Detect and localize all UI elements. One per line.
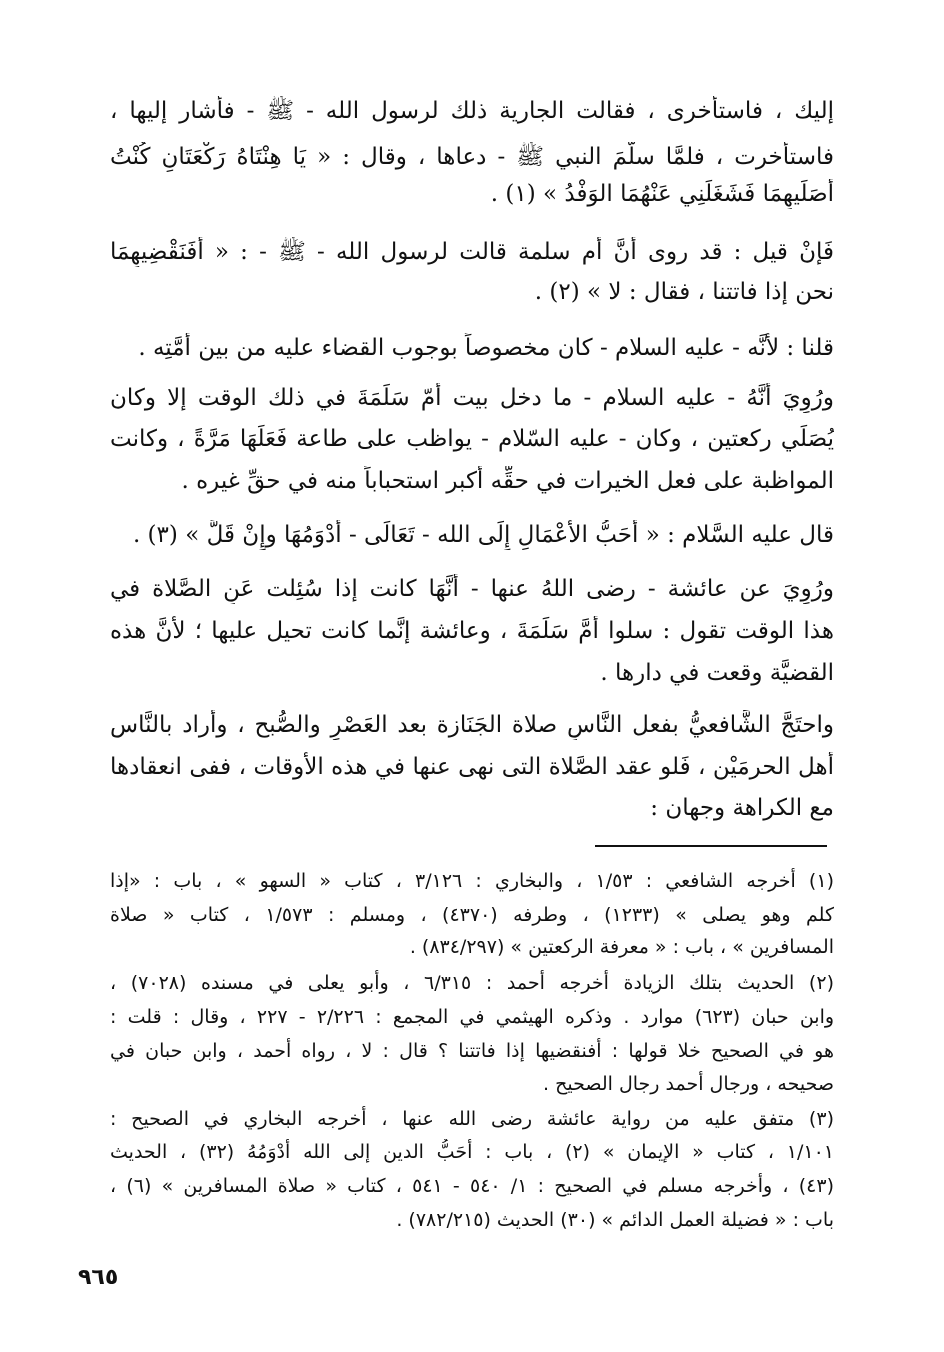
text-line: المواظبة على فعل الخيرات في حقِّه أكبر استحباباً منه في حقِّ غيره . (181, 468, 834, 494)
text-line: ورُوِيَ أنَّهُ - عليه السلام - ما دخل بيت أمّ سَلَمَةَ في ذلك الوقت إلا وكان (110, 385, 834, 411)
footnote-line: وابن حبان (٦٢٣) موارد . وذكره الهيثمي في المجمع : ٢/٢٢٦ - ٢٢٧ ، وقال : قلت : (110, 1006, 834, 1028)
text-line: هذا الوقت تقول : سلوا أُمَّ سَلَمَةَ ، وعائشة إنَّما كانت تحيل عليها ؛ لأنَّ هذه (110, 618, 834, 644)
text-line: نحن إذا فاتتنا ، فقال : لا » (٢) . (534, 279, 834, 305)
footnote-line: صحيحه ، ورجال أحمد رجال الصحيح . (543, 1073, 834, 1095)
text-line: أهل الحرمَيْن ، فَلو عقد الصَّلاة التى نهى عنها في هذه الأوقات ، ففى انعقادها (110, 754, 834, 780)
footnote-line: هو في الصحيح خلا قولها : أفنقضيها إذا فاتتنا ؟ قال : لا ، رواه أحمد ، وابن حبان في (110, 1040, 834, 1062)
text-line: قلنا : لأنَّه - عليه السلام - كان مخصوصاً بوجوب القضاء عليه من بين أُمَّتِه . (138, 335, 834, 361)
footnote-line: ١/١٠١ ، كتاب « الإيمان » (٢) ، باب : أَحَبُّ الدين إلى الله أَدْوَمُهُ (٣٢) ، الحديث (110, 1141, 834, 1163)
text-line: يُصَلِّي ركعتين ، وكان - عليه السّلام - يواظب على طاعة فَعَلَهَا مَرَّةً ، وكانت (110, 426, 834, 452)
footnote-line: (١) أخرجه الشافعي : ١/٥٣ ، والبخاري : ٣/١٢٦ ، كتاب « السهو » ، باب : «إذا (110, 870, 834, 892)
footnote-separator (595, 845, 827, 847)
text-line: قال عليه السَّلام : « أَحَبُّ الأَعْمَالِ إِلَى الله - تَعَالَى - أَدْوَمُهَا وإِنْ قَلَّ » (٣) . (132, 522, 834, 548)
footnote-line: المسافرين » ، باب : « معرفة الركعتين » (٨٣٤/٢٩٧) . (409, 936, 834, 958)
text-line: فاستأخرت ، فلمَّا سلَّمَ النبي ﷺ - دعاها ، وقال : « يَا هِنْتَاهُ رَكْعَتَانِ كُنْتُ (110, 144, 834, 170)
text-line: واحتَجَّ الشَّافعيُّ بفعل النَّاسِ صلاة الجَنَازة بعد العَصْرِ والصُّبح ، وأراد بالنَّاس (110, 712, 834, 738)
text-line: ورُوِيَ عن عائشة - رضى اللهُ عنها - أنَّهَا كانت إذا سُئِلت عَنِ الصَّلاة في (110, 576, 834, 602)
footnote-line: كلم وهو يصلى » (١٢٣٣) ، وطرفه (٤٣٧٠) ، ومسلم : ١/٥٧٣ ، كتاب « صلاة (110, 904, 834, 926)
text-line: فَإنْ قيل : قد روى أنَّ أم سلمة قالت لرسول الله - ﷺ - : « أَفَنَقْضِيهِمَا (110, 239, 834, 265)
text-line: إليك ، فاستأخرى ، فقالت الجارية ذلك لرسول الله - ﷺ - فأشار إليها ، (110, 98, 834, 124)
footnote-line: (٤٣) ، وأخرجه مسلم في الصحيح : ١/ ٥٤٠ - ٥٤١ ، كتاب « صلاة المسافرين » (٦) ، (110, 1175, 834, 1197)
page-number: ٩٦٥ (78, 1265, 119, 1290)
text-line: أُصَلِّيهِمَا فَشَغَلَنِي عَنْهُمَا الوَفْدُ » (١) . (490, 181, 834, 207)
footnote-line: (٣) متفق عليه من رواية عائشة رضى الله عنها ، أخرجه البخاري في الصحيح : (110, 1108, 834, 1130)
footnote-line: باب : « فضيلة العمل الدائم » (٣٠) الحديث (٧٨٢/٢١٥) . (396, 1209, 834, 1231)
footnote-line: (٢) الحديث بتلك الزيادة أخرجه أحمد : ٦/٣١٥ ، وأبو يعلى في مسنده (٧٠٢٨) ، (110, 972, 834, 994)
text-line: مع الكراهة وجهان : (650, 795, 834, 821)
text-line: القضيَّة وقعت في دارها . (600, 660, 834, 686)
